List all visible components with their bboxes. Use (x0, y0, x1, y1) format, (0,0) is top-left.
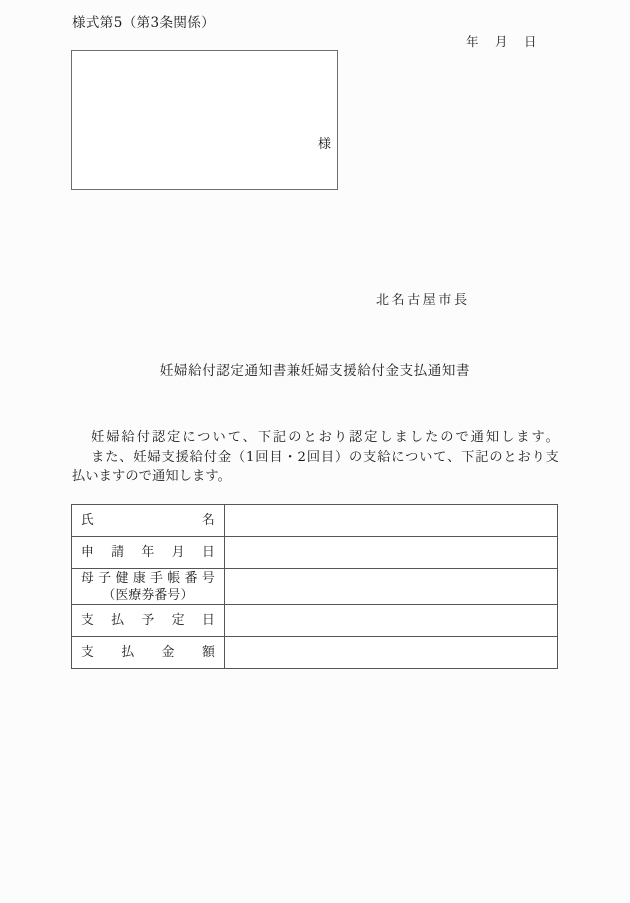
body-text (72, 428, 559, 487)
row-value-payment-date[interactable] (225, 605, 558, 637)
table-row (72, 605, 558, 637)
row-label-payment-date: 支払予定日 (72, 605, 225, 637)
table-row (72, 537, 558, 569)
date-line (466, 33, 537, 50)
row-value-name[interactable] (225, 505, 558, 537)
date-month-label: 月 (495, 34, 509, 49)
table-row (72, 505, 558, 537)
addressee-honorific: 様 (317, 137, 331, 152)
table-row (72, 569, 558, 605)
row-label-payment-amount: 支払金額 (72, 637, 225, 669)
body-paragraph-3: 払いますので通知します。 (72, 469, 231, 484)
row-value-payment-amount[interactable] (225, 637, 558, 669)
row-value-application-date[interactable] (225, 537, 558, 569)
row-label-handbook-number: 母子健康手帳番号 （医療券番号） (72, 569, 225, 605)
document-title: 妊婦給付認定通知書兼妊婦支援給付金支払通知書 (159, 363, 471, 379)
date-day-label: 日 (524, 34, 538, 49)
form-number: 様式第5（第3条関係） (72, 15, 216, 31)
table-row (72, 637, 558, 669)
row-label-name: 氏 名 (72, 505, 225, 537)
body-paragraph-2: また、妊婦支援給付金（1回目・2回目）の支給について、下記のとおり支 (91, 449, 559, 465)
row-value-handbook-number[interactable] (225, 569, 558, 605)
date-year-label: 年 (466, 34, 480, 49)
issuer-name: 北名古屋市長 (376, 293, 470, 308)
addressee-box[interactable] (71, 50, 338, 190)
row-label-application-date: 申請年月日 (72, 537, 225, 569)
body-paragraph-1: 妊婦給付認定について、下記のとおり認定しましたので通知します。 (91, 430, 559, 445)
information-table (71, 504, 558, 669)
